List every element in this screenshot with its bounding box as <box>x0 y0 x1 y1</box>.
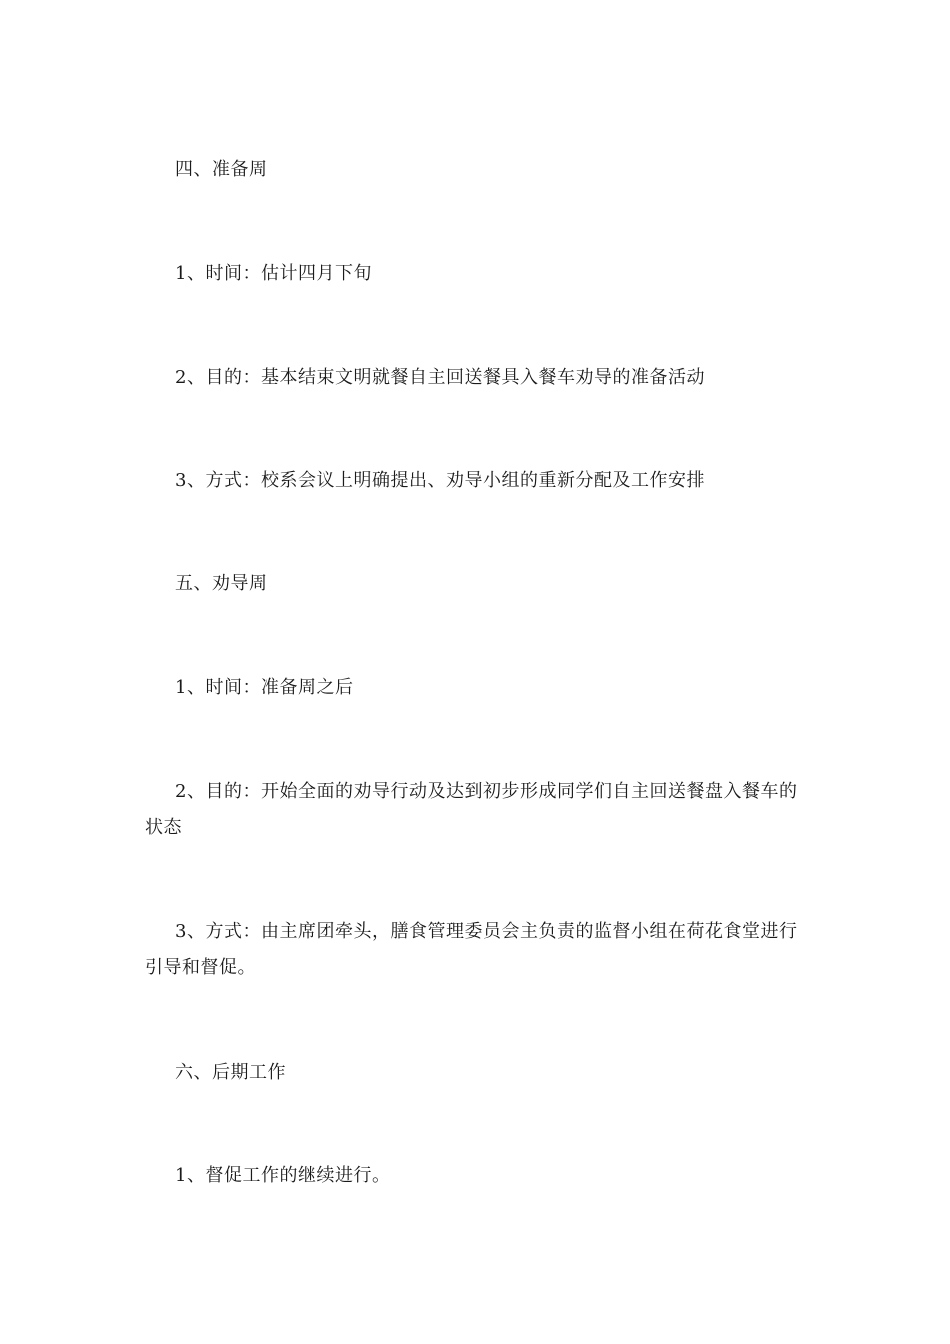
section-heading-preparation-week: 四、准备周 <box>175 159 268 180</box>
paragraph-follow-up-1: 1、督促工作的继续进行。 <box>175 1165 391 1186</box>
paragraph-persuasion-purpose: 2、目的：开始全面的劝导行动及达到初步形成同学们自主回送餐盘入餐车的状态 <box>145 781 798 838</box>
paragraph-prep-time: 1、时间：估计四月下旬 <box>175 263 372 284</box>
section-heading-persuasion-week: 五、劝导周 <box>175 573 268 594</box>
paragraph-persuasion-method: 3、方式：由主席团牵头，膳食管理委员会主负责的监督小组在荷花食堂进行引导和督促。 <box>145 921 798 978</box>
section-heading-follow-up-work: 六、后期工作 <box>175 1062 286 1083</box>
paragraph-prep-method: 3、方式：校系会议上明确提出、劝导小组的重新分配及工作安排 <box>175 470 705 491</box>
paragraph-persuasion-time: 1、时间：准备周之后 <box>175 677 354 698</box>
paragraph-prep-purpose: 2、目的：基本结束文明就餐自主回送餐具入餐车劝导的准备活动 <box>175 367 705 388</box>
